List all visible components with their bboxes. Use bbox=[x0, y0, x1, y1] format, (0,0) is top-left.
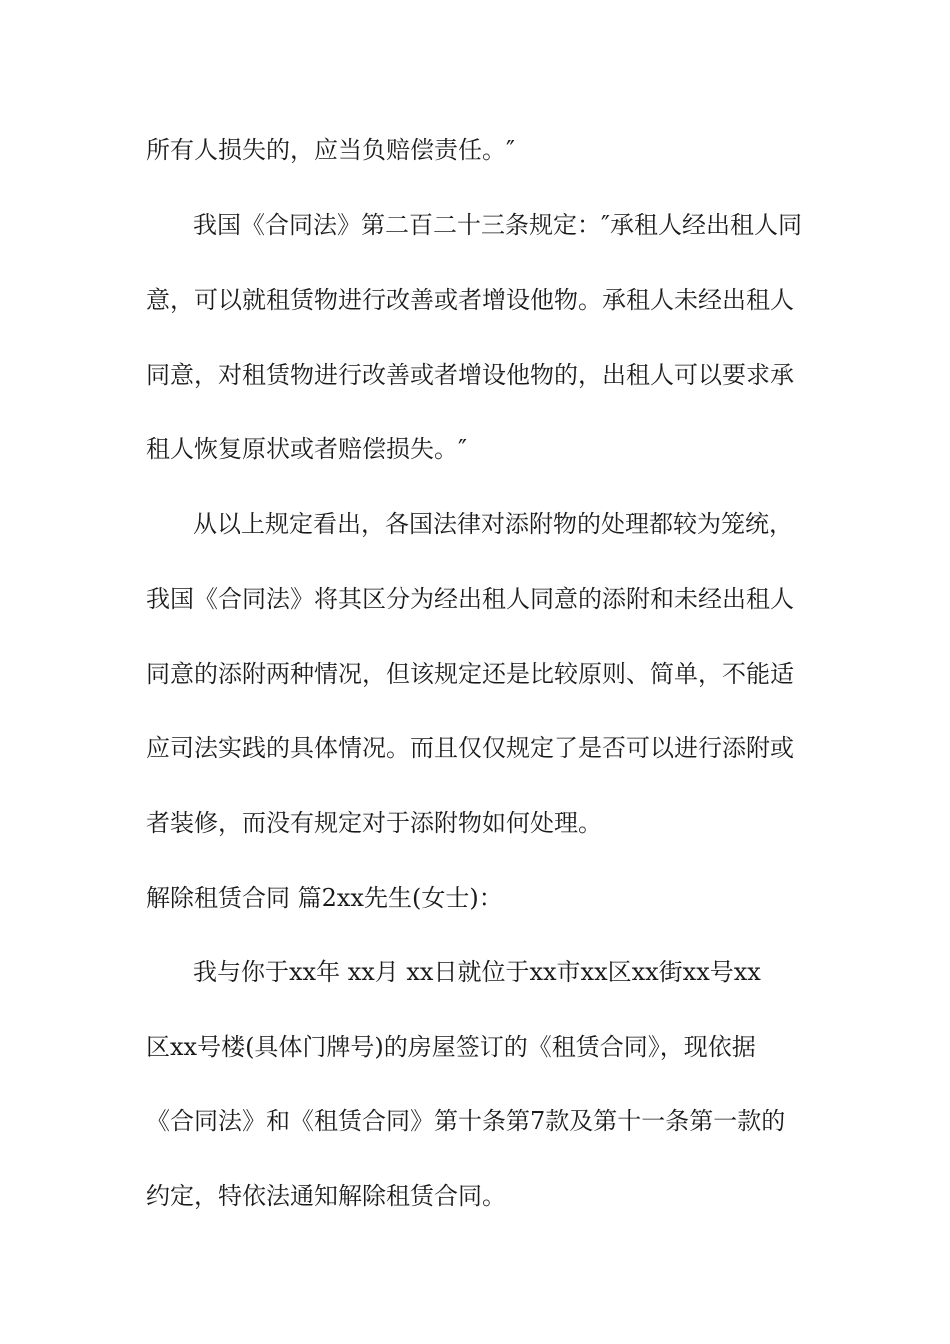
text-line: 应司法实践的具体情况。而且仅仅规定了是否可以进行添附或 bbox=[146, 734, 794, 762]
text-line: 者装修，而没有规定对于添附物如何处理。 bbox=[146, 809, 602, 837]
text-line: 约定，特依法通知解除租赁合同。 bbox=[146, 1182, 506, 1210]
paragraph-first-line: 从以上规定看出，各国法律对添附物的处理都较为笼统， bbox=[193, 510, 793, 538]
section-heading: 解除租赁合同 篇2xx先生(女士)： bbox=[146, 884, 503, 912]
text-line: 租人恢复原状或者赔偿损失。″ bbox=[146, 435, 467, 463]
text-line: 区xx号楼(具体门牌号)的房屋签订的《租赁合同》，现依据 bbox=[146, 1033, 756, 1061]
text-line: 同意，对租赁物进行改善或者增设他物的，出租人可以要求承 bbox=[146, 361, 794, 389]
text-line: 我国《合同法》将其区分为经出租人同意的添附和未经出租人 bbox=[146, 585, 794, 613]
text-line: 《合同法》和《租赁合同》第十条第7款及第十一条第一款的 bbox=[146, 1107, 786, 1135]
paragraph-first-line: 我与你于xx年 xx月 xx日就位于xx市xx区xx街xx号xx bbox=[193, 958, 761, 986]
text-line: 同意的添附两种情况，但该规定还是比较原则、简单，不能适 bbox=[146, 660, 794, 688]
text-line: 所有人损失的，应当负赔偿责任。″ bbox=[146, 136, 515, 164]
text-line: 意，可以就租赁物进行改善或者增设他物。承租人未经出租人 bbox=[146, 286, 794, 314]
paragraph-first-line: 我国《合同法》第二百二十三条规定：″承租人经出租人同 bbox=[193, 211, 802, 239]
